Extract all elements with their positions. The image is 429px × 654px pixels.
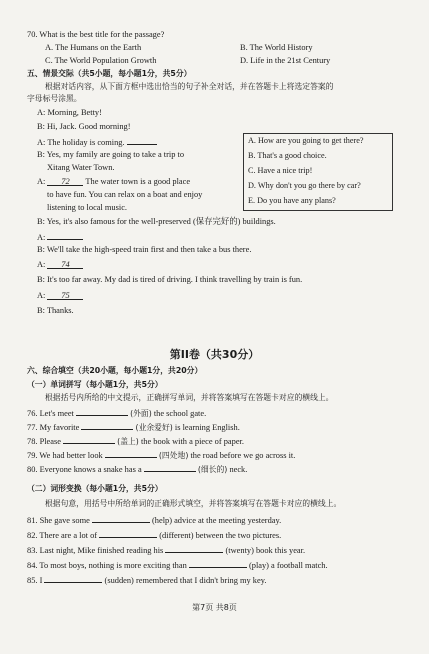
q77 xyxy=(27,421,240,433)
dialogue-line-6-text: The water town is a good place xyxy=(85,177,191,186)
dialogue-line-6 xyxy=(37,177,190,187)
options-box xyxy=(243,133,393,211)
q82-text: 82. There are a lot of xyxy=(27,531,98,540)
dialogue-line-5: Xitang Water Town. xyxy=(47,163,115,172)
dialogue-line-3 xyxy=(37,136,157,148)
q79 xyxy=(27,449,295,461)
answer-blank-82 xyxy=(99,529,157,538)
dialogue-line-4: B: Yes, my family are going to take a trip to xyxy=(37,150,185,159)
answer-blank-72: 72 xyxy=(47,177,83,186)
q85 xyxy=(27,574,266,586)
q81-text-end: (help) advice at the meeting yesterday. xyxy=(152,516,282,525)
dialogue-line-2: B: Hi, Jack. Good morning! xyxy=(37,122,131,131)
q79-text-end: the road before we go across it. xyxy=(190,451,296,460)
q78-text: 78. Please xyxy=(27,437,61,446)
dialogue-line-12 xyxy=(37,260,83,270)
q70-option-b: B. The World History xyxy=(240,43,313,52)
answer-blank-83 xyxy=(165,544,223,553)
section5-instruction-1: 根据对话内容，从下面方框中选出恰当的句子补全对话，并在答题卡上将选定答案的 xyxy=(45,82,334,91)
q80-text-end: neck. xyxy=(229,465,248,474)
q70-option-a: A. The Humans on the Earth xyxy=(45,43,142,52)
dialogue-line-14 xyxy=(37,291,83,301)
answer-blank-76 xyxy=(76,407,128,416)
dialogue-line-1: A: Morning, Betty! xyxy=(37,108,102,117)
dialogue-line-10 xyxy=(37,231,83,243)
dialogue-line-13: B: It's too far away. My dad is tired of driving. I think travelling by train is fun. xyxy=(37,275,303,284)
q78 xyxy=(27,435,244,447)
q78-hint: (盖上) xyxy=(117,437,139,446)
speaker-a-label: A: xyxy=(37,291,46,300)
q80 xyxy=(27,463,247,475)
q76-text: 76. Let's meet xyxy=(27,409,74,418)
answer-blank-77 xyxy=(81,421,133,430)
answer-blank-74: 74 xyxy=(47,260,83,269)
box-option-c: C. Have a nice trip! xyxy=(248,166,313,175)
q84-text: 84. To most boys, nothing is more exciting than xyxy=(27,561,187,570)
q85-text-end: (sudden) remembered that I didn't bring my key. xyxy=(104,576,267,585)
answer-blank-84 xyxy=(189,559,247,568)
answer-blank-85 xyxy=(44,574,102,583)
q77-text-end: is learning English. xyxy=(174,423,240,432)
q83-text: 83. Last night, Mike finished reading his xyxy=(27,546,164,555)
dialogue-line-8: listening to local music. xyxy=(47,203,128,212)
answer-blank-73 xyxy=(47,231,83,240)
answer-blank-79 xyxy=(105,449,157,458)
section5-heading: 五、情景交际（共5小题，每小题1分，共5分） xyxy=(27,69,192,78)
q83 xyxy=(27,544,305,556)
answer-blank-75: 75 xyxy=(47,291,83,300)
answer-blank-80 xyxy=(144,463,196,472)
speaker-a-label: A: xyxy=(37,260,46,269)
q70-option-d: D. Life in the 21st Century xyxy=(240,56,331,65)
box-option-e: E. Do you have any plans? xyxy=(248,196,336,205)
page-number-footer: 第7页 共8页 xyxy=(192,603,237,612)
box-option-d: D. Why don't you go there by car? xyxy=(248,181,361,190)
dialogue-line-7: to have fun. You can relax on a boat and enjoy xyxy=(47,190,203,199)
part2-title: 第II卷（共30分） xyxy=(169,348,260,361)
q76-text-end: the school gate. xyxy=(153,409,207,418)
speaker-a-label: A: xyxy=(37,233,46,242)
section6-heading: 六、综合填空（共20小题，每小题1分，共20分） xyxy=(27,366,203,375)
q82-text-end: (different) between the two pictures. xyxy=(159,531,282,540)
dialogue-line-11: B: We'll take the high-speed train first and then take a bus there. xyxy=(37,245,252,254)
q85-text: 85. I xyxy=(27,576,43,585)
q81 xyxy=(27,514,281,526)
section5-instruction-2: 字母标号涂黑。 xyxy=(27,94,82,103)
dialogue-line-3-text: A: The holiday is coming. xyxy=(37,138,125,147)
q76 xyxy=(27,407,206,419)
q76-hint: (外面) xyxy=(130,409,152,418)
speaker-a-label: A: xyxy=(37,177,46,186)
answer-blank-71 xyxy=(127,136,157,145)
section6-sub2-instruction: 根据句意，用括号中所给单词的正确形式填空，并将答案填写在答题卡对应的横线上。 xyxy=(45,499,342,508)
q80-text: 80. Everyone knows a snake has a xyxy=(27,465,142,474)
q77-hint: (业余爱好) xyxy=(135,423,173,432)
q70-option-c: C. The World Population Growth xyxy=(45,56,157,65)
section6-sub2: （二）词形变换（每小题1分，共5分） xyxy=(27,484,163,493)
q79-text: 79. We had better look xyxy=(27,451,103,460)
q82 xyxy=(27,529,281,541)
box-option-b: B. That's a good choice. xyxy=(248,151,327,160)
answer-blank-81 xyxy=(92,514,150,523)
q78-text-end: the book with a piece of paper. xyxy=(140,437,244,446)
dialogue-line-9: B: Yes, it's also famous for the well-preserved (保存完好的) buildings. xyxy=(37,217,276,226)
q77-text: 77. My favorite xyxy=(27,423,80,432)
q81-text: 81. She gave some xyxy=(27,516,90,525)
q70-question: 70. What is the best title for the passage? xyxy=(27,30,165,39)
dialogue-line-15: B: Thanks. xyxy=(37,306,74,315)
q80-hint: (细长的) xyxy=(197,465,228,474)
q79-hint: (四处地) xyxy=(158,451,189,460)
q84-text-end: (play) a football match. xyxy=(248,561,328,570)
q83-text-end: (twenty) book this year. xyxy=(225,546,306,555)
section6-sub1: （一）单词拼写（每小题1分，共5分） xyxy=(27,380,163,389)
q84 xyxy=(27,559,328,571)
box-option-a: A. How are you going to get there? xyxy=(248,136,364,145)
answer-blank-78 xyxy=(63,435,115,444)
section6-sub1-instruction: 根据括号内所给的中文提示，正确拼写单词，并将答案填写在答题卡对应的横线上。 xyxy=(45,393,334,402)
